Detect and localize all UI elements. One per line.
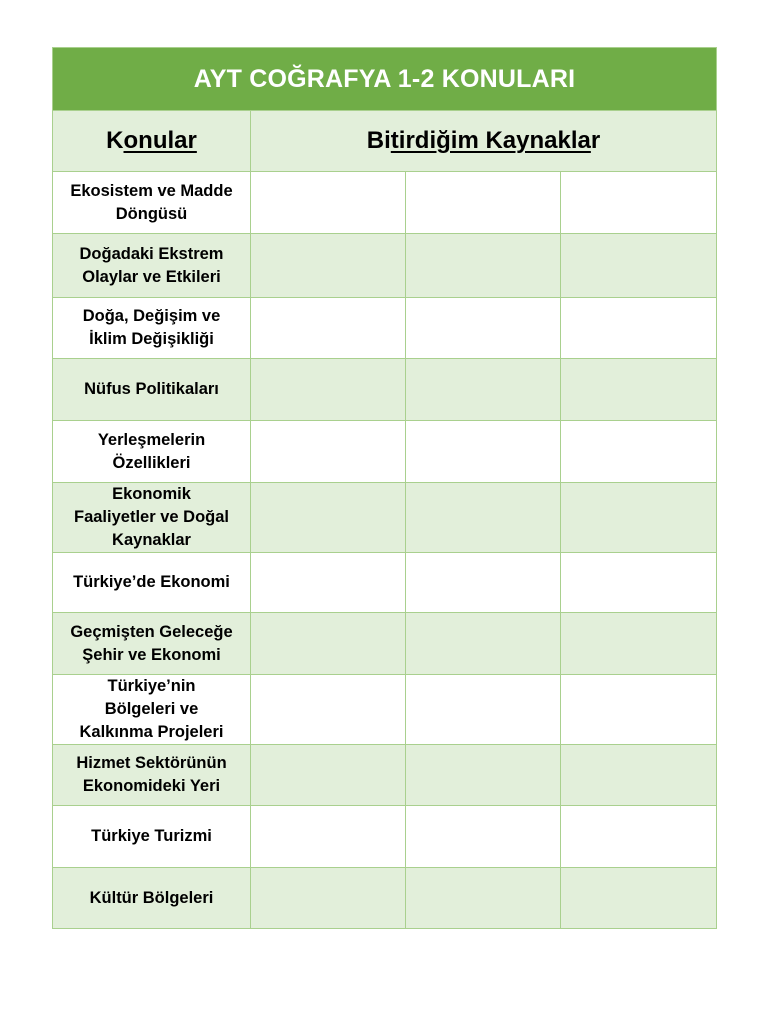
topic-line: Kültür Bölgeleri bbox=[89, 888, 214, 907]
table-row bbox=[53, 806, 717, 868]
topic-cell bbox=[53, 234, 251, 298]
resources-header-middle: tirdiğim Kaynakla bbox=[390, 127, 591, 154]
resource-cell[interactable] bbox=[561, 553, 717, 613]
topic-line: Hizmet Sektörünün bbox=[76, 754, 227, 772]
resource-cell[interactable] bbox=[406, 421, 561, 483]
topic-line: Kalkınma Projeleri bbox=[79, 723, 224, 741]
resource-cell[interactable] bbox=[561, 234, 717, 298]
resource-cell[interactable] bbox=[561, 806, 717, 868]
table-row bbox=[53, 298, 717, 359]
topic-cell bbox=[53, 483, 251, 553]
topic-line: İklim Değişikliği bbox=[89, 330, 214, 348]
resource-cell[interactable] bbox=[251, 421, 406, 483]
resource-cell[interactable] bbox=[561, 745, 717, 806]
topic-line: Ekosistem ve Madde bbox=[70, 181, 233, 200]
resource-cell[interactable] bbox=[251, 613, 406, 675]
resources-header bbox=[251, 111, 717, 172]
topic-line: Bölgeleri ve bbox=[104, 700, 199, 718]
header-row bbox=[53, 111, 717, 172]
resources-header-first: Bi bbox=[366, 127, 391, 154]
topic-line: Özellikleri bbox=[112, 453, 191, 472]
topic-line: Nüfus Politikaları bbox=[84, 380, 219, 398]
topic-cell bbox=[53, 172, 251, 234]
resource-cell[interactable] bbox=[251, 298, 406, 359]
topics-header bbox=[53, 111, 251, 172]
table-row bbox=[53, 483, 717, 553]
topic-cell bbox=[53, 359, 251, 421]
topics-header-rest: onular bbox=[123, 127, 197, 154]
resource-cell[interactable] bbox=[406, 553, 561, 613]
resource-cell[interactable] bbox=[406, 298, 561, 359]
topic-line: Doğadaki Ekstrem bbox=[79, 244, 224, 263]
title-row bbox=[53, 48, 717, 111]
table-title: AYT COĞRAFYA 1-2 KONULARI bbox=[53, 48, 717, 111]
topic-line: Geçmişten Geleceğe bbox=[70, 622, 233, 641]
resource-cell[interactable] bbox=[251, 359, 406, 421]
topic-line: Ekonomik bbox=[112, 485, 191, 503]
resources-header-last: r bbox=[590, 127, 601, 154]
topics-header-first: K bbox=[106, 127, 124, 154]
resource-cell[interactable] bbox=[251, 675, 406, 745]
resource-cell[interactable] bbox=[251, 553, 406, 613]
resource-cell[interactable] bbox=[561, 298, 717, 359]
resource-cell[interactable] bbox=[406, 234, 561, 298]
resource-cell[interactable] bbox=[406, 172, 561, 234]
resource-cell[interactable] bbox=[406, 613, 561, 675]
resource-cell[interactable] bbox=[561, 483, 717, 553]
topic-cell bbox=[53, 553, 251, 613]
resource-cell[interactable] bbox=[561, 675, 717, 745]
resource-cell[interactable] bbox=[406, 675, 561, 745]
table-row bbox=[53, 745, 717, 806]
resource-cell[interactable] bbox=[251, 483, 406, 553]
topic-cell bbox=[53, 806, 251, 868]
resource-cell[interactable] bbox=[251, 172, 406, 234]
resource-cell[interactable] bbox=[561, 359, 717, 421]
resource-cell[interactable] bbox=[406, 868, 561, 929]
topic-cell bbox=[53, 298, 251, 359]
topic-line: Türkiye’nin bbox=[107, 677, 196, 695]
topic-cell bbox=[53, 421, 251, 483]
topic-line: Şehir ve Ekonomi bbox=[82, 645, 221, 664]
table-row bbox=[53, 553, 717, 613]
resource-cell[interactable] bbox=[251, 745, 406, 806]
topic-line: Yerleşmelerin bbox=[97, 430, 206, 449]
topic-line: Kaynaklar bbox=[112, 531, 191, 549]
resource-cell[interactable] bbox=[406, 745, 561, 806]
topics-table bbox=[52, 47, 717, 929]
table-row bbox=[53, 868, 717, 929]
topic-cell bbox=[53, 675, 251, 745]
table-row bbox=[53, 613, 717, 675]
topic-line: Türkiye Turizmi bbox=[91, 827, 212, 845]
topic-cell bbox=[53, 613, 251, 675]
resource-cell[interactable] bbox=[406, 483, 561, 553]
table-row bbox=[53, 421, 717, 483]
topic-line: Türkiye’de Ekonomi bbox=[73, 573, 230, 591]
resource-cell[interactable] bbox=[251, 234, 406, 298]
topic-cell bbox=[53, 868, 251, 929]
topic-line: Ekonomideki Yeri bbox=[82, 777, 221, 795]
resource-cell[interactable] bbox=[251, 806, 406, 868]
resource-cell[interactable] bbox=[561, 868, 717, 929]
resource-cell[interactable] bbox=[406, 359, 561, 421]
topic-cell bbox=[53, 745, 251, 806]
resource-cell[interactable] bbox=[561, 421, 717, 483]
resource-cell[interactable] bbox=[561, 172, 717, 234]
topic-line: Döngüsü bbox=[115, 204, 188, 223]
resource-cell[interactable] bbox=[561, 613, 717, 675]
table-row bbox=[53, 675, 717, 745]
topic-line: Doğa, Değişim ve bbox=[82, 307, 221, 325]
table-row bbox=[53, 172, 717, 234]
resource-cell[interactable] bbox=[406, 806, 561, 868]
topic-line: Faaliyetler ve Doğal bbox=[74, 508, 229, 526]
table-row bbox=[53, 234, 717, 298]
table-row bbox=[53, 359, 717, 421]
topic-line: Olaylar ve Etkileri bbox=[82, 267, 221, 286]
resource-cell[interactable] bbox=[251, 868, 406, 929]
